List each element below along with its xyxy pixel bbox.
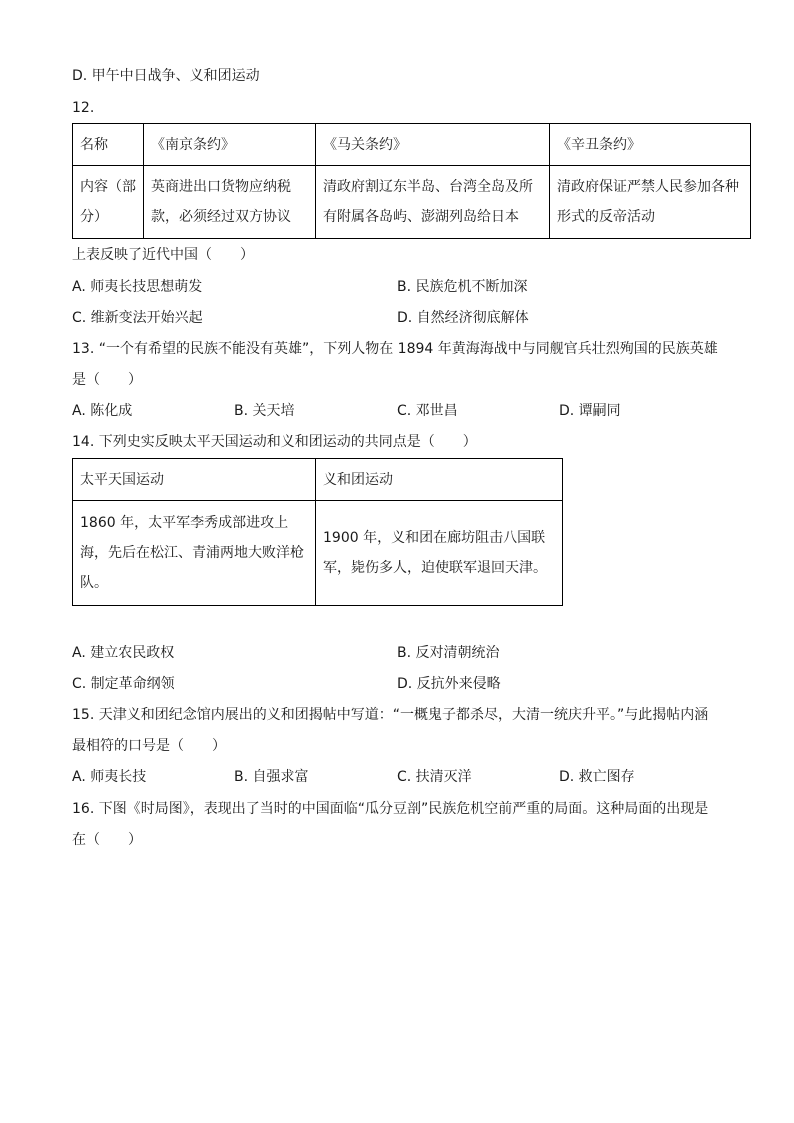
q12-stem: 上表反映了近代中国（ ）: [72, 247, 254, 263]
q15-option-b[interactable]: B. 自强求富: [234, 769, 309, 785]
table-cell: 英商进出口货物应纳税款，必须经过双方协议: [144, 166, 316, 239]
table-header-cell: 《辛丑条约》: [550, 124, 751, 166]
q14-option-c[interactable]: C. 制定革命纲领: [72, 676, 175, 692]
q15-stem-line2: 最相符的口号是（ ）: [72, 738, 226, 754]
table-cell: 清政府保证严禁人民参加各种形式的反帝活动: [550, 166, 751, 239]
table-cell: 1900 年，义和团在廊坊阻击八国联军，毙伤多人，迫使联军退回天津。: [316, 501, 563, 606]
table-header-cell: 义和团运动: [316, 459, 563, 501]
q12-option-a[interactable]: A. 师夷长技思想萌发: [72, 279, 203, 295]
table-header-cell: 名称: [73, 124, 144, 166]
q15-option-c[interactable]: C. 扶清灭洋: [397, 769, 472, 785]
q14-option-b[interactable]: B. 反对清朝统治: [397, 645, 500, 661]
table-header-cell: 太平天国运动: [73, 459, 316, 501]
movement-table: [72, 458, 563, 606]
q15-option-a[interactable]: A. 师夷长技: [72, 769, 147, 785]
q13-option-c[interactable]: C. 邓世昌: [397, 403, 458, 419]
q13-stem-line1: 13. “一个有希望的民族不能没有英雄”，下列人物在 1894 年黄海海战中与同舰官兵壮烈殉国的民族英雄: [72, 341, 718, 357]
treaty-table: [72, 123, 751, 239]
q12-number: 12.: [72, 100, 95, 116]
q14-stem: 14. 下列史实反映太平天国运动和义和团运动的共同点是（ ）: [72, 434, 477, 450]
q13-option-b[interactable]: B. 关天培: [234, 403, 295, 419]
q13-option-d[interactable]: D. 谭嗣同: [559, 403, 621, 419]
q12-option-d[interactable]: D. 自然经济彻底解体: [397, 310, 529, 326]
table-cell: 1860 年，太平军李秀成部进攻上海，先后在松江、青浦两地大败洋枪队。: [73, 501, 316, 606]
q13-stem-line2: 是（ ）: [72, 372, 142, 388]
table-cell: 清政府割辽东半岛、台湾全岛及所有附属各岛屿、澎湖列岛给日本: [316, 166, 550, 239]
table-header-cell: 《南京条约》: [144, 124, 316, 166]
q12-option-b[interactable]: B. 民族危机不断加深: [397, 279, 528, 295]
q11-option-d: D. 甲午中日战争、义和团运动: [72, 68, 260, 84]
q14-option-d[interactable]: D. 反抗外来侵略: [397, 676, 501, 692]
q15-option-d[interactable]: D. 救亡图存: [559, 769, 635, 785]
q13-option-a[interactable]: A. 陈化成: [72, 403, 133, 419]
q15-stem-line1: 15. 天津义和团纪念馆内展出的义和团揭帖中写道：“一概鬼子都杀尽，大清一统庆升平。”与此揭帖内涵: [72, 707, 709, 723]
q12-option-c[interactable]: C. 维新变法开始兴起: [72, 310, 203, 326]
q16-stem-line1: 16. 下图《时局图》，表现出了当时的中国面临“瓜分豆剖”民族危机空前严重的局面。这种局面的出现是: [72, 801, 709, 817]
q14-option-a[interactable]: A. 建立农民政权: [72, 645, 175, 661]
q16-stem-line2: 在（ ）: [72, 832, 142, 848]
table-header-cell: 《马关条约》: [316, 124, 550, 166]
table-row-label: 内容（部分）: [73, 166, 144, 239]
